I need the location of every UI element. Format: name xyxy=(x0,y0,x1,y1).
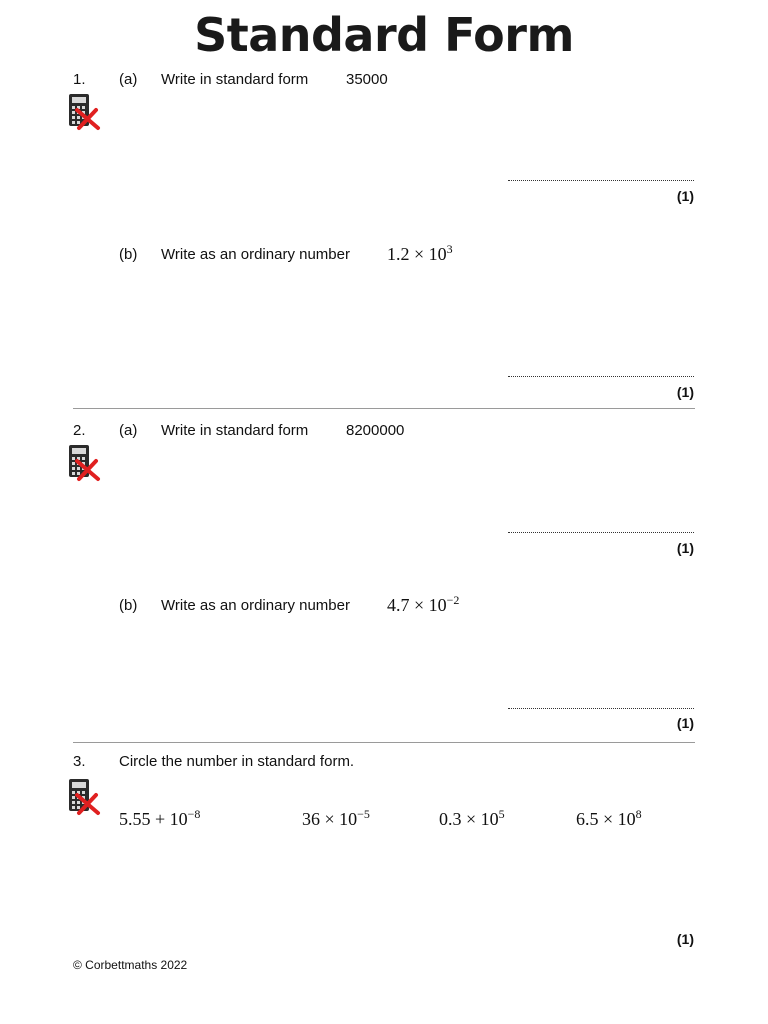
answer-line-2b[interactable] xyxy=(508,708,694,709)
operator: × xyxy=(603,809,614,829)
exponent: −8 xyxy=(187,807,201,821)
question-2a-instruction: Write in standard form xyxy=(161,422,309,439)
answer-line-1b[interactable] xyxy=(508,376,694,377)
answer-line-2a[interactable] xyxy=(508,532,694,533)
marks-2b: (1) xyxy=(676,715,694,731)
question-3-instruction: Circle the number in standard form. xyxy=(119,753,355,770)
marks-1a: (1) xyxy=(676,188,694,204)
answer-line-1a[interactable] xyxy=(508,180,694,181)
base: 10 xyxy=(339,809,358,829)
base: 10 xyxy=(480,809,499,829)
section-divider xyxy=(73,742,695,743)
base: 10 xyxy=(169,809,188,829)
option-4[interactable] xyxy=(576,809,642,829)
marks-3: (1) xyxy=(676,931,694,947)
operator: + xyxy=(155,809,166,829)
section-divider xyxy=(73,408,695,409)
no-calculator-icon xyxy=(66,778,102,816)
operator: × xyxy=(324,809,335,829)
question-1b-instruction: Write as an ordinary number xyxy=(161,246,350,263)
question-2a-value: 8200000 xyxy=(346,422,405,439)
question-2b-label: (b) xyxy=(119,597,138,614)
exponent: 5 xyxy=(498,807,505,821)
question-2b-expression xyxy=(387,595,459,615)
question-1a-label: (a) xyxy=(119,71,138,88)
copyright-footer: © Corbettmaths 2022 xyxy=(73,958,188,972)
exponent: −5 xyxy=(357,807,370,821)
question-1a-value: 35000 xyxy=(346,71,388,88)
mantissa: 0.3 xyxy=(439,809,462,829)
mantissa: 5.55 xyxy=(119,809,151,829)
exponent: 8 xyxy=(635,807,642,821)
operator: × xyxy=(414,244,425,264)
mantissa: 1.2 xyxy=(387,244,410,264)
no-calculator-icon xyxy=(66,93,102,131)
question-2b-instruction: Write as an ordinary number xyxy=(161,597,350,614)
question-2a-label: (a) xyxy=(119,422,138,439)
question-1b-label: (b) xyxy=(119,246,138,263)
marks-2a: (1) xyxy=(676,540,694,556)
question-1b-expression xyxy=(387,244,453,264)
marks-1b: (1) xyxy=(676,384,694,400)
mantissa: 36 xyxy=(302,809,320,829)
question-1a-instruction: Write in standard form xyxy=(161,71,309,88)
question-1-number: 1. xyxy=(73,71,86,88)
option-2[interactable] xyxy=(302,809,370,829)
question-3-number: 3. xyxy=(73,753,86,770)
mantissa: 6.5 xyxy=(576,809,599,829)
option-1[interactable] xyxy=(119,809,200,829)
base: 10 xyxy=(428,595,447,615)
page-title: Standard Form xyxy=(194,8,574,62)
operator: × xyxy=(414,595,425,615)
no-calculator-icon xyxy=(66,444,102,482)
base: 10 xyxy=(428,244,447,264)
base: 10 xyxy=(617,809,636,829)
question-2-number: 2. xyxy=(73,422,86,439)
mantissa: 4.7 xyxy=(387,595,410,615)
option-3[interactable] xyxy=(439,809,505,829)
exponent: −2 xyxy=(446,593,460,607)
exponent: 3 xyxy=(446,242,453,256)
operator: × xyxy=(466,809,477,829)
